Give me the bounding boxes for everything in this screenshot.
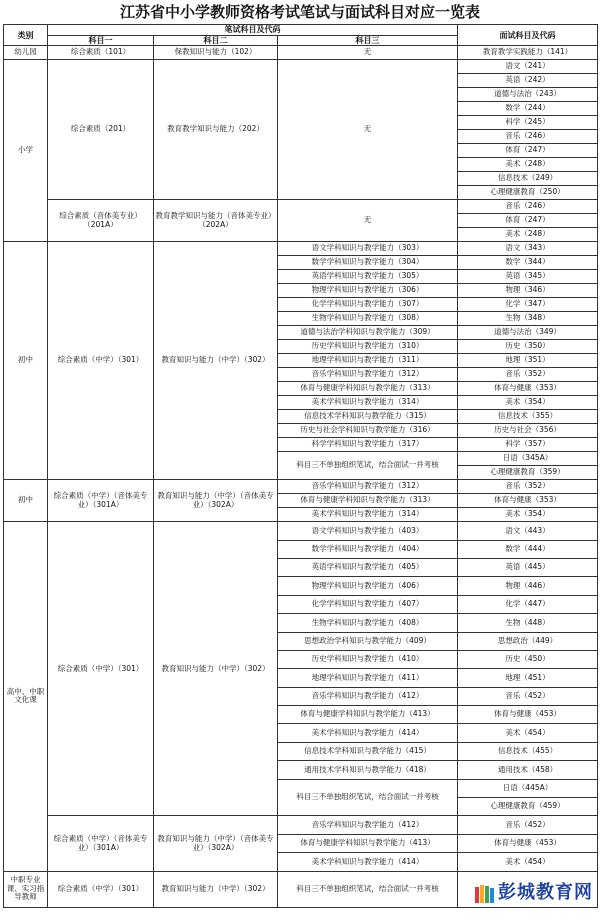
interview-cell: 音乐（452） — [458, 687, 598, 705]
subject3-cell: 化学学科知识与教学能力（307） — [278, 298, 458, 312]
interview-cell: 体育（247） — [458, 214, 598, 228]
header-subject1: 科目一 — [48, 36, 154, 46]
subject2-cell: 教育知识与能力（中学）（音体美专业）（302A） — [154, 816, 278, 871]
subject3-cell: 地理学科知识与教学能力（411） — [278, 669, 458, 687]
subject2-cell: 教育知识与能力（中学）（音体美专业）（302A） — [154, 480, 278, 522]
interview-cell: 美术（454） — [458, 724, 598, 742]
interview-cell: 体育与健康（453） — [458, 834, 598, 852]
subject3-cell: 历史学科知识与教学能力（410） — [278, 650, 458, 668]
subject3-cell: 信息技术学科知识与教学能力（415） — [278, 742, 458, 760]
subject3-cell: 音乐学科知识与教学能力（412） — [278, 687, 458, 705]
interview-cell: 语文（343） — [458, 242, 598, 256]
interview-cell: 音乐（352） — [458, 368, 598, 382]
interview-cell: 心理健康教育（459） — [458, 798, 598, 816]
table-row — [4, 242, 598, 256]
logo-bar-green — [485, 886, 489, 903]
category-cell: 高中、中职文化课 — [4, 522, 48, 871]
subject2-cell: 教育教学知识与能力（音体美专业）（202A） — [154, 200, 278, 242]
interview-cell: 英语（345） — [458, 270, 598, 284]
subject3-cell: 英语学科知识与教学能力（405） — [278, 558, 458, 576]
subject2-cell: 教育教学知识与能力（202） — [154, 60, 278, 200]
subject1-cell: 综合素质（中学）（301） — [48, 871, 154, 907]
header-written-group: 笔试科目及代码 — [48, 25, 458, 36]
interview-cell: 科学（245） — [458, 116, 598, 130]
interview-cell: 道德与法治（349） — [458, 326, 598, 340]
header-subject3: 科目三 — [278, 36, 458, 46]
interview-cell: 生物（448） — [458, 614, 598, 632]
subject3-cell: 音乐学科知识与教学能力（312） — [278, 480, 458, 494]
subject3-cell: 历史学科知识与教学能力（310） — [278, 340, 458, 354]
interview-cell: 美术（248） — [458, 158, 598, 172]
interview-cell: 语文（241） — [458, 60, 598, 74]
interview-cell: 体育与健康（453） — [458, 706, 598, 724]
subject3-cell: 物理学科知识与教学能力（306） — [278, 284, 458, 298]
interview-cell — [458, 871, 598, 907]
subject3-cell: 信息技术学科知识与教学能力（315） — [278, 410, 458, 424]
subject3-cell: 化学学科知识与教学能力（407） — [278, 595, 458, 613]
subject3-cell: 音乐学科知识与教学能力（312） — [278, 368, 458, 382]
interview-cell: 信息技术（455） — [458, 742, 598, 760]
subject3-cell: 科目三不单独组织笔试，结合面试一并考核 — [278, 452, 458, 480]
interview-cell: 科学（357） — [458, 438, 598, 452]
interview-cell: 通用技术（458） — [458, 761, 598, 779]
interview-cell: 数学（344） — [458, 256, 598, 270]
interview-cell: 地理（451） — [458, 669, 598, 687]
subject3-cell: 语文学科知识与教学能力（303） — [278, 242, 458, 256]
subject1-cell: 综合素质（中学）（音体美专业）（301A） — [48, 480, 154, 522]
subject3-cell: 道德与法治学科知识与教学能力（309） — [278, 326, 458, 340]
interview-cell: 日语（345A） — [458, 452, 598, 466]
interview-cell: 美术（354） — [458, 508, 598, 522]
interview-cell: 美术（248） — [458, 228, 598, 242]
subject2-cell: 教育知识与能力（中学）（302） — [154, 242, 278, 480]
subject3-cell: 思想政治学科知识与教学能力（409） — [278, 632, 458, 650]
interview-cell: 历史与社会（356） — [458, 424, 598, 438]
interview-cell: 语文（443） — [458, 522, 598, 540]
table-row — [4, 200, 598, 214]
interview-cell: 信息技术（355） — [458, 410, 598, 424]
interview-cell: 英语（445） — [458, 558, 598, 576]
interview-cell: 英语（242） — [458, 74, 598, 88]
logo-bar-red — [475, 887, 479, 903]
table-row — [4, 25, 598, 36]
subject3-cell: 生物学科知识与教学能力（308） — [278, 312, 458, 326]
interview-cell: 历史（350） — [458, 340, 598, 354]
interview-cell: 地理（351） — [458, 354, 598, 368]
interview-cell: 美术（454） — [458, 853, 598, 871]
interview-cell: 心理健康教育（250） — [458, 186, 598, 200]
header-interview: 面试科目及代码 — [458, 25, 598, 46]
subject3-cell: 体育与健康学科知识与教学能力（313） — [278, 494, 458, 508]
subject-table — [3, 24, 598, 908]
subject1-cell: 综合素质（中学）（301） — [48, 242, 154, 480]
interview-cell: 化学（447） — [458, 595, 598, 613]
interview-cell: 教育教学实践能力（141） — [458, 46, 598, 60]
table-row — [4, 480, 598, 494]
table-row — [4, 60, 598, 74]
subject3-cell: 历史与社会学科知识与教学能力（316） — [278, 424, 458, 438]
interview-cell: 体育与健康（353） — [458, 494, 598, 508]
subject3-cell: 美术学科知识与教学能力（314） — [278, 508, 458, 522]
interview-cell: 信息技术（249） — [458, 172, 598, 186]
site-logo — [471, 883, 595, 905]
table-row — [4, 522, 598, 540]
subject3-cell: 科目三不单独组织笔试，结合面试一并考核 — [278, 779, 458, 816]
subject3-cell: 音乐学科知识与教学能力（412） — [278, 816, 458, 834]
category-cell: 初中 — [4, 242, 48, 480]
subject3-cell: 无 — [278, 200, 458, 242]
subject3-cell: 英语学科知识与教学能力（305） — [278, 270, 458, 284]
subject3-cell: 数学学科知识与教学能力（404） — [278, 540, 458, 558]
subject3-cell: 数学学科知识与教学能力（304） — [278, 256, 458, 270]
interview-cell: 生物（348） — [458, 312, 598, 326]
subject3-cell: 无 — [278, 46, 458, 60]
subject1-cell: 综合素质（中学）（301） — [48, 522, 154, 816]
category-cell: 幼儿园 — [4, 46, 48, 60]
subject3-cell: 物理学科知识与教学能力（406） — [278, 577, 458, 595]
interview-cell: 物理（346） — [458, 284, 598, 298]
interview-cell: 思想政治（449） — [458, 632, 598, 650]
subject3-cell: 地理学科知识与教学能力（311） — [278, 354, 458, 368]
book-logo-icon — [473, 883, 495, 905]
subject3-cell: 无 — [278, 60, 458, 200]
subject3-cell: 美术学科知识与教学能力（414） — [278, 853, 458, 871]
subject1-cell: 综合素质（101） — [48, 46, 154, 60]
table-row — [4, 816, 598, 834]
interview-cell: 心理健康教育（359） — [458, 466, 598, 480]
category-cell: 初中 — [4, 480, 48, 522]
interview-cell: 物理（446） — [458, 577, 598, 595]
interview-cell: 体育（247） — [458, 144, 598, 158]
subject2-cell: 教育知识与能力（中学）（302） — [154, 871, 278, 907]
document-title: 江苏省中小学教师资格考试笔试与面试科目对应一览表 — [119, 3, 480, 21]
interview-cell: 数学（244） — [458, 102, 598, 116]
subject3-cell: 科目三不单独组织笔试，结合面试一并考核 — [278, 871, 458, 907]
header-category: 类别 — [4, 25, 48, 46]
interview-cell: 音乐（352） — [458, 480, 598, 494]
category-cell: 中职专业课、实习指导教师 — [4, 871, 48, 907]
interview-cell: 日语（445A） — [458, 779, 598, 797]
subject1-cell: 综合素质（中学）（音体美专业）（301A） — [48, 816, 154, 871]
interview-cell: 音乐（246） — [458, 200, 598, 214]
logo-text: 彭城教育网 — [498, 882, 594, 904]
interview-cell: 音乐（452） — [458, 816, 598, 834]
logo-bar-yellow — [480, 885, 484, 903]
category-cell: 小学 — [4, 60, 48, 242]
interview-cell: 数学（444） — [458, 540, 598, 558]
interview-cell: 历史（450） — [458, 650, 598, 668]
subject3-cell: 生物学科知识与教学能力（408） — [278, 614, 458, 632]
table-row — [4, 871, 598, 907]
header-subject2: 科目二 — [154, 36, 278, 46]
subject3-cell: 美术学科知识与教学能力（414） — [278, 724, 458, 742]
subject3-cell: 科学学科知识与教学能力（317） — [278, 438, 458, 452]
interview-cell: 道德与法治（243） — [458, 88, 598, 102]
interview-cell: 化学（347） — [458, 298, 598, 312]
subject3-cell: 体育与健康学科知识与教学能力（413） — [278, 706, 458, 724]
interview-cell: 音乐（246） — [458, 130, 598, 144]
subject2-cell: 教育知识与能力（中学）（302） — [154, 522, 278, 816]
subject2-cell: 保教知识与能力（102） — [154, 46, 278, 60]
subject3-cell: 体育与健康学科知识与教学能力（313） — [278, 382, 458, 396]
interview-cell: 美术（354） — [458, 396, 598, 410]
subject1-cell: 综合素质（201） — [48, 60, 154, 200]
table-row — [4, 46, 598, 60]
interview-cell: 体育与健康（353） — [458, 382, 598, 396]
subject1-cell: 综合素质（音体美专业）（201A） — [48, 200, 154, 242]
subject3-cell: 通用技术学科知识与教学能力（418） — [278, 761, 458, 779]
logo-bar-blue — [490, 888, 494, 903]
subject3-cell: 体育与健康学科知识与教学能力（413） — [278, 834, 458, 852]
subject3-cell: 美术学科知识与教学能力（314） — [278, 396, 458, 410]
subject3-cell: 语文学科知识与教学能力（403） — [278, 522, 458, 540]
